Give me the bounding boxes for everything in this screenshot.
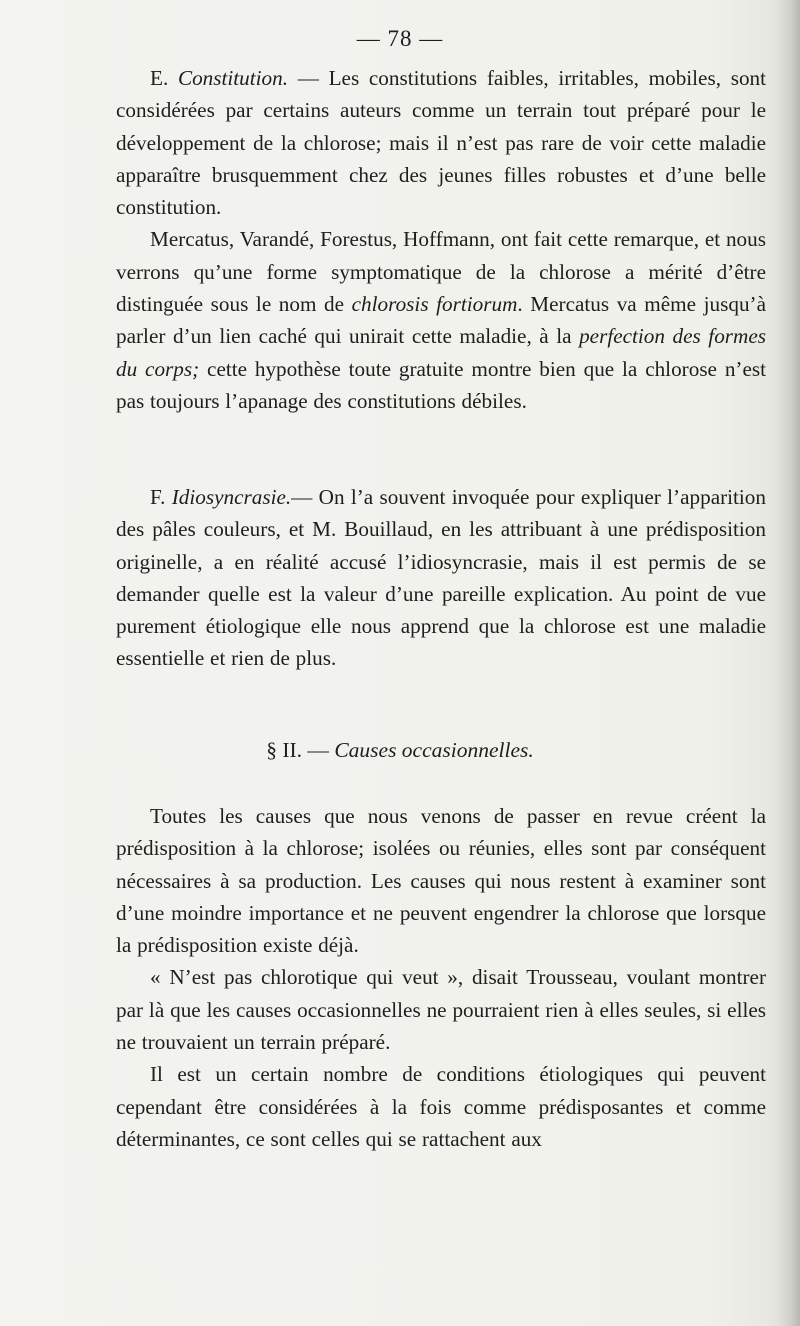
paragraph-text: Mercatus, Varandé, Forestus, Hoffmann, ont fait cette remarque, et nous verrons qu’une forme symptomatique de la chlorose a mérité d’être distinguée sous le nom de [116, 227, 766, 317]
italic-term: chlorosis fortiorum [351, 292, 518, 317]
section-label: E. [150, 66, 169, 90]
page-edge-shadow [778, 0, 800, 1326]
section-idiosyncrasie [116, 481, 766, 675]
paragraph-text: — On l’a souvent invoquée pour expliquer l’apparition des pâles couleurs, et M. Bouillaud, en les attribuant à une prédisposition originelle, a en réalité accusé l’idiosyncrasie, mais il est permis de se demander quelle est la valeur d’une pareille explication. Au point de vue purement étiologique elle nous apprend que la chlorose est une maladie essentielle et rien de plus. [116, 485, 766, 671]
paragraph-constitution [116, 62, 766, 223]
section-heading [0, 734, 800, 766]
heading-title: Causes occasionnelles. [334, 738, 534, 762]
section-title: Idiosyncrasie. [171, 485, 292, 509]
italic-phrase: perfection des formes du corps; [116, 324, 766, 381]
paragraph-causes: Toutes les causes que nous venons de passer en revue créent la prédisposition à la chlorose; isolées ou réunies, elles sont par conséquent nécessaires à sa production. Les causes qui nous restent à examiner sont d’une moindre importance et ne peuvent engendrer la chlorose que lorsque la prédisposition existe déjà. [116, 804, 766, 958]
section-causes-occasionnelles [116, 800, 766, 1155]
paragraph-mercatus [116, 223, 766, 417]
section-title: Constitution. [177, 66, 289, 90]
paragraph-text: . Mercatus va même jusqu’à parler d’un lien caché qui unirait cette maladie, à la [116, 292, 766, 349]
section-constitution [116, 62, 766, 417]
paragraph-conditions: Il est un certain nombre de conditions étiologiques qui peuvent cependant être considérées à la fois comme prédisposantes et comme déterminantes, ce sont celles qui se rattachent aux [116, 1062, 766, 1151]
paragraph-text: — Les constitutions faibles, irritables, mobiles, sont considérées par certains auteurs comme un terrain tout préparé pour le développement de la chlorose; mais il n’est pas rare de voir cette maladie apparaître brusquemment chez des jeunes filles robustes et d’une belle constitution. [116, 66, 767, 220]
paragraph-trousseau: « N’est pas chlorotique qui veut », disait Trousseau, voulant montrer par là que les causes occasionnelles ne pourraient rien à elles seules, si elles ne trouvaient un terrain préparé. [116, 965, 766, 1055]
section-label: F. [150, 485, 166, 509]
paragraph-text: cette hypothèse toute gratuite montre bien que la chlorose n’est pas toujours l’apanage des constitutions débiles. [116, 356, 767, 413]
paragraph-idiosyncrasie [116, 481, 766, 675]
page-number: — 78 — [356, 26, 444, 51]
heading-prefix: § II. — [266, 738, 335, 762]
